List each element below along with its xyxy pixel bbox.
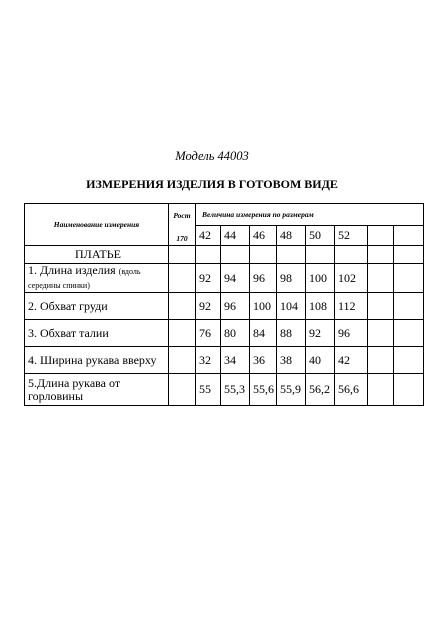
measurement-name [25, 264, 169, 293]
value-cell: 92 [306, 320, 335, 347]
measurement-name-text: 1. Длина изделия [28, 263, 116, 277]
measurement-name: 2. Обхват груди [25, 293, 169, 320]
measurement-name: 4. Ширина рукава вверху [25, 347, 169, 374]
value-cell: 34 [221, 347, 250, 374]
value-cell: 36 [250, 347, 277, 374]
document-heading: ИЗМЕРЕНИЯ ИЗДЕЛИЯ В ГОТОВОМ ВИДЕ [86, 177, 338, 191]
empty-cell [368, 246, 394, 264]
value-cell: 56,6 [335, 374, 368, 406]
empty-cell [394, 293, 424, 320]
table-row [25, 347, 424, 374]
empty-cell [221, 246, 250, 264]
value-cell: 84 [250, 320, 277, 347]
section-title: ПЛАТЬЕ [25, 246, 169, 264]
value-cell: 55 [196, 374, 221, 406]
value-cell: 56,2 [306, 374, 335, 406]
value-cell: 42 [335, 347, 368, 374]
empty-cell [196, 246, 221, 264]
height-value: 170 [176, 234, 188, 243]
value-cell: 76 [196, 320, 221, 347]
empty-cell [368, 264, 394, 293]
value-cell: 55,3 [221, 374, 250, 406]
value-cell: 92 [196, 293, 221, 320]
empty-cell [169, 293, 196, 320]
value-cell: 96 [221, 293, 250, 320]
measurement-name: 3. Обхват талии [25, 320, 169, 347]
value-cell: 38 [277, 347, 306, 374]
table-header-row [25, 204, 424, 226]
empty-cell [394, 264, 424, 293]
empty-cell [368, 293, 394, 320]
size-cell: 48 [277, 226, 306, 246]
empty-cell [169, 264, 196, 293]
height-label: Рост [173, 211, 191, 220]
empty-cell [368, 347, 394, 374]
section-row [25, 246, 424, 264]
value-cell: 96 [250, 264, 277, 293]
value-cell: 98 [277, 264, 306, 293]
empty-cell [169, 246, 196, 264]
value-cell: 100 [306, 264, 335, 293]
table-row [25, 320, 424, 347]
empty-cell [277, 246, 306, 264]
height-header [169, 204, 196, 246]
measurement-name: 5.Длина рукава от горловины [25, 374, 169, 406]
value-cell: 32 [196, 347, 221, 374]
table-row [25, 293, 424, 320]
measurement-note: (вдоль середины спинки) [28, 267, 141, 290]
measurement-name-header: Наименование измерения [25, 204, 169, 246]
size-values-header: Величина измерения по размерам [196, 204, 424, 226]
size-cell: 42 [196, 226, 221, 246]
model-title: Модель 44003 [175, 149, 249, 163]
value-cell: 55,9 [277, 374, 306, 406]
empty-cell [169, 347, 196, 374]
value-cell: 40 [306, 347, 335, 374]
value-cell: 108 [306, 293, 335, 320]
empty-cell [335, 246, 368, 264]
value-cell: 104 [277, 293, 306, 320]
value-cell: 102 [335, 264, 368, 293]
value-cell: 94 [221, 264, 250, 293]
size-cell: 46 [250, 226, 277, 246]
empty-cell [368, 374, 394, 406]
table-row [25, 374, 424, 406]
empty-cell [394, 226, 424, 246]
value-cell: 92 [196, 264, 221, 293]
empty-cell [169, 320, 196, 347]
empty-cell [394, 374, 424, 406]
value-cell: 96 [335, 320, 368, 347]
empty-cell [250, 246, 277, 264]
value-cell: 112 [335, 293, 368, 320]
empty-cell [394, 320, 424, 347]
value-cell: 100 [250, 293, 277, 320]
empty-cell [169, 374, 196, 406]
size-cell: 50 [306, 226, 335, 246]
empty-cell [306, 246, 335, 264]
table-row [25, 264, 424, 293]
empty-cell [394, 246, 424, 264]
empty-cell [394, 347, 424, 374]
size-cell: 52 [335, 226, 368, 246]
value-cell: 80 [221, 320, 250, 347]
empty-cell [368, 320, 394, 347]
size-cell: 44 [221, 226, 250, 246]
measurements-table [24, 203, 424, 406]
empty-cell [368, 226, 394, 246]
value-cell: 88 [277, 320, 306, 347]
value-cell: 55,6 [250, 374, 277, 406]
